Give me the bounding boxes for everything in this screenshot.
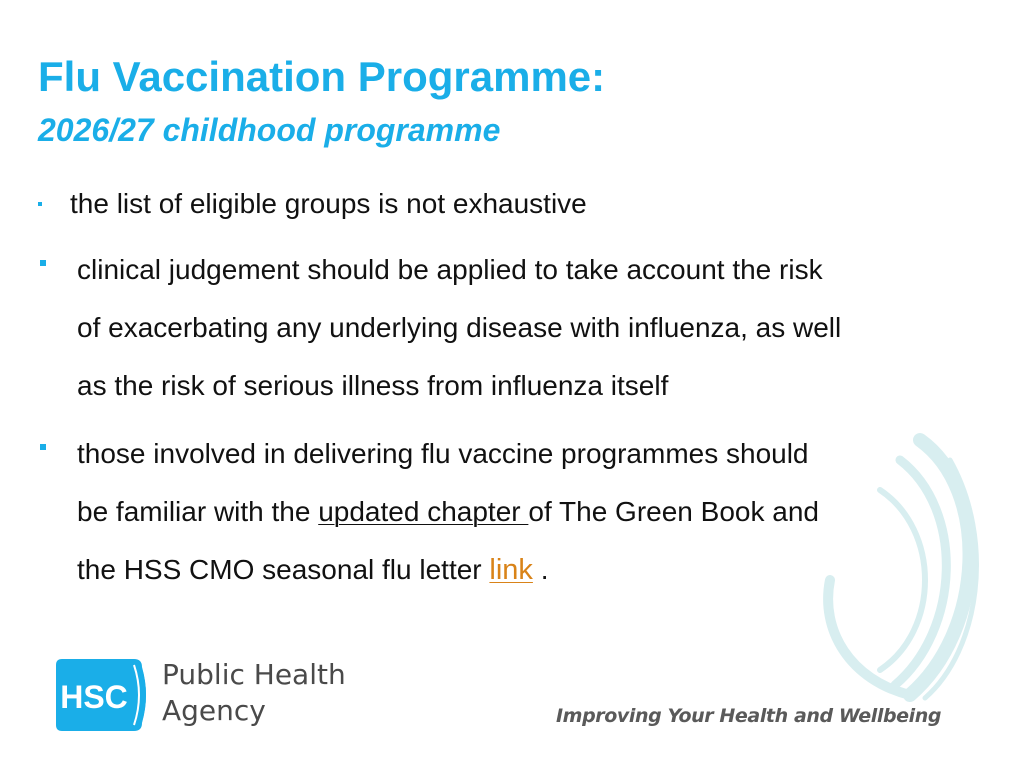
bullet-text — [70, 175, 587, 233]
bullet-line: those involved in delivering flu vaccine programmes should — [77, 438, 809, 469]
tagline: Improving Your Health and Wellbeing — [556, 705, 942, 727]
bullet-line: of exacerbating any underlying disease with influenza, as well — [77, 312, 842, 343]
bullet-marker — [40, 444, 46, 450]
bullet-line: the list of eligible groups is not exhaustive — [70, 188, 587, 219]
bullet-line: clinical judgement should be applied to take account the risk — [77, 254, 823, 285]
hsc-logo-text: HSC — [60, 679, 128, 715]
bullet-text — [77, 241, 841, 415]
text-span: . — [532, 554, 549, 585]
org-name-line: Public Health — [162, 658, 346, 691]
slide-subtitle: 2026/27 childhood programme — [38, 112, 501, 148]
bullet-text — [77, 425, 819, 599]
slide-title: Flu Vaccination Programme: — [38, 53, 606, 100]
cmo-letter-link[interactable]: link — [489, 554, 533, 586]
pha-logo — [54, 657, 354, 737]
bullet-marker — [40, 260, 46, 266]
text-span: be familiar with the — [77, 496, 319, 527]
text-span: of The Green Book and — [528, 496, 819, 527]
org-name-line: Agency — [162, 694, 266, 727]
bullet-line — [77, 483, 819, 541]
bullet-marker — [38, 202, 42, 206]
updated-chapter-link[interactable]: updated chapter — [318, 496, 529, 527]
hsc-logo-icon — [54, 657, 150, 733]
text-span: the HSS CMO seasonal flu letter — [77, 554, 490, 585]
bullet-line: as the risk of serious illness from influenza itself — [77, 370, 669, 401]
bullet-line — [77, 541, 819, 599]
organisation-name — [162, 657, 346, 729]
decorative-swirl — [800, 430, 990, 710]
